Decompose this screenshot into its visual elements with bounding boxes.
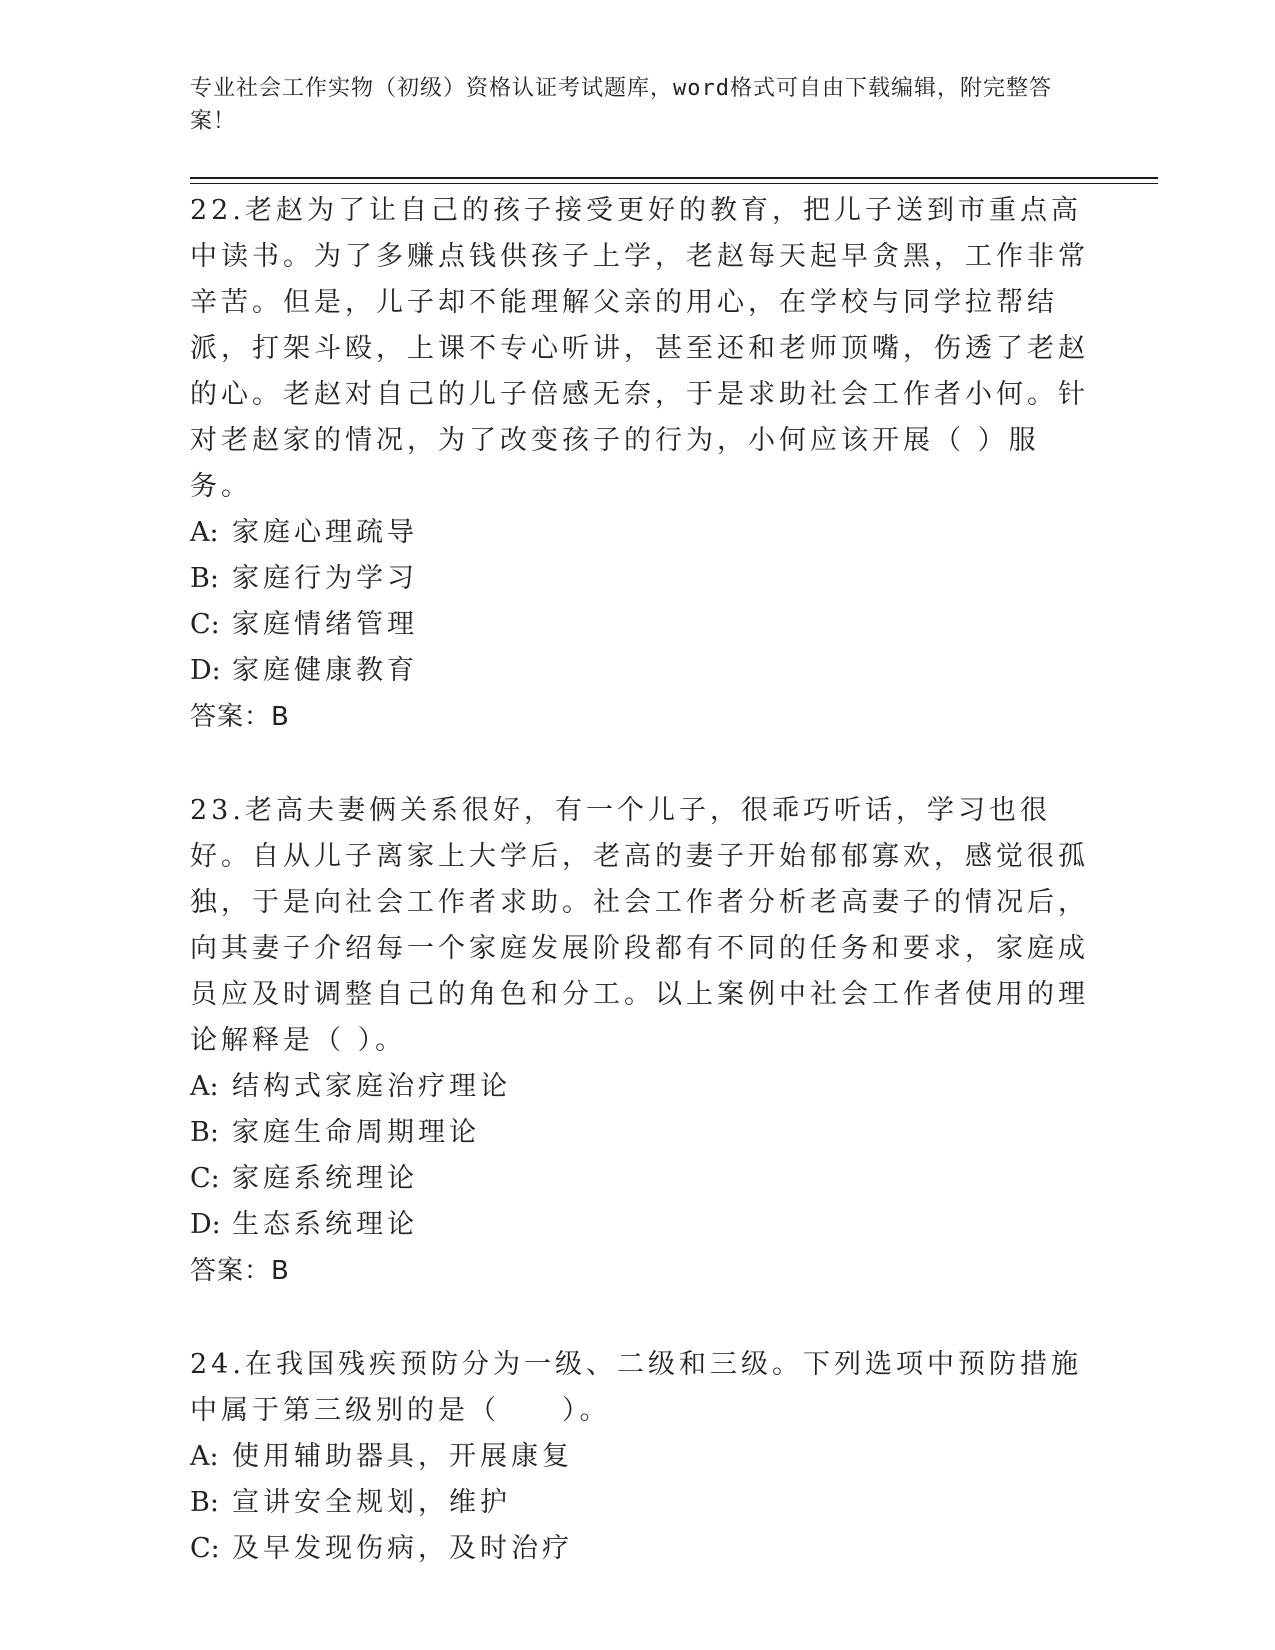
option-c xyxy=(190,1156,1090,1202)
option-text: 及早发现伤病，及时治疗 xyxy=(232,1533,573,1564)
option-text: 生态系统理论 xyxy=(232,1209,418,1240)
option-c xyxy=(190,602,1090,648)
option-a xyxy=(190,1434,1090,1480)
option-b xyxy=(190,1110,1090,1156)
option-letter: C: xyxy=(190,1533,220,1564)
answer-label: 答案：B xyxy=(190,1256,290,1286)
question-stem: 24.在我国残疾预防分为一级、二级和三级。下列选项中预防措施中属于第三级别的是（ ）。 xyxy=(190,1349,1082,1426)
header-divider-thin xyxy=(190,183,1158,184)
option-letter: D: xyxy=(190,655,221,686)
option-letter: A: xyxy=(190,1441,219,1472)
header-divider-thick xyxy=(190,177,1158,179)
question-stem: 23.老高夫妻俩关系很好，有一个儿子，很乖巧听话，学习也很好。自从儿子离家上大学后，老高的妻子开始郁郁寡欢，感觉很孤独，于是向社会工作者求助。社会工作者分析老高妻子的情况后，向其妻子介绍每一个家庭发展阶段都有不同的任务和要求，家庭成员应及时调整自己的角色和分工。以上案例中社会工作者使用的理论解释是（ ）。 xyxy=(190,795,1089,1056)
option-letter: D: xyxy=(190,1209,221,1240)
option-letter: C: xyxy=(190,609,220,640)
option-text: 结构式家庭治疗理论 xyxy=(232,1071,511,1102)
option-c xyxy=(190,1526,1090,1572)
answer-label: 答案：B xyxy=(190,702,290,732)
page-header: 专业社会工作实物（初级）资格认证考试题库，word格式可自由下载编辑，附完整答案！ xyxy=(190,76,1052,134)
question-23 xyxy=(190,788,1090,1294)
question-list xyxy=(190,188,1090,1620)
option-letter: B: xyxy=(190,1487,219,1518)
option-d xyxy=(190,1202,1090,1248)
option-text: 家庭心理疏导 xyxy=(232,517,418,548)
option-letter: C: xyxy=(190,1163,220,1194)
question-stem: 22.老赵为了让自己的孩子接受更好的教育，把儿子送到市重点高中读书。为了多赚点钱供孩子上学，老赵每天起早贪黑，工作非常辛苦。但是，儿子却不能理解父亲的用心，在学校与同学拉帮结派，打架斗殴，上课不专心听讲，甚至还和老师顶嘴，伤透了老赵的心。老赵对自己的儿子倍感无奈，于是求助社会工作者小何。针对老赵家的情况，为了改变孩子的行为，小何应该开展（ ）服务。 xyxy=(190,195,1089,502)
option-text: 宣讲安全规划，维护 xyxy=(232,1487,511,1518)
option-letter: A: xyxy=(190,517,219,548)
option-text: 家庭行为学习 xyxy=(232,563,418,594)
option-text: 家庭生命周期理论 xyxy=(232,1117,480,1148)
option-a xyxy=(190,510,1090,556)
question-24 xyxy=(190,1342,1090,1572)
option-letter: B: xyxy=(190,563,219,594)
option-b xyxy=(190,1480,1090,1526)
option-letter: B: xyxy=(190,1117,219,1148)
option-text: 家庭系统理论 xyxy=(232,1163,418,1194)
option-d xyxy=(190,648,1090,694)
option-text: 家庭情绪管理 xyxy=(232,609,418,640)
option-a xyxy=(190,1064,1090,1110)
option-b xyxy=(190,556,1090,602)
option-text: 家庭健康教育 xyxy=(232,655,418,686)
option-text: 使用辅助器具，开展康复 xyxy=(232,1441,573,1472)
option-letter: A: xyxy=(190,1071,219,1102)
question-22 xyxy=(190,188,1090,740)
